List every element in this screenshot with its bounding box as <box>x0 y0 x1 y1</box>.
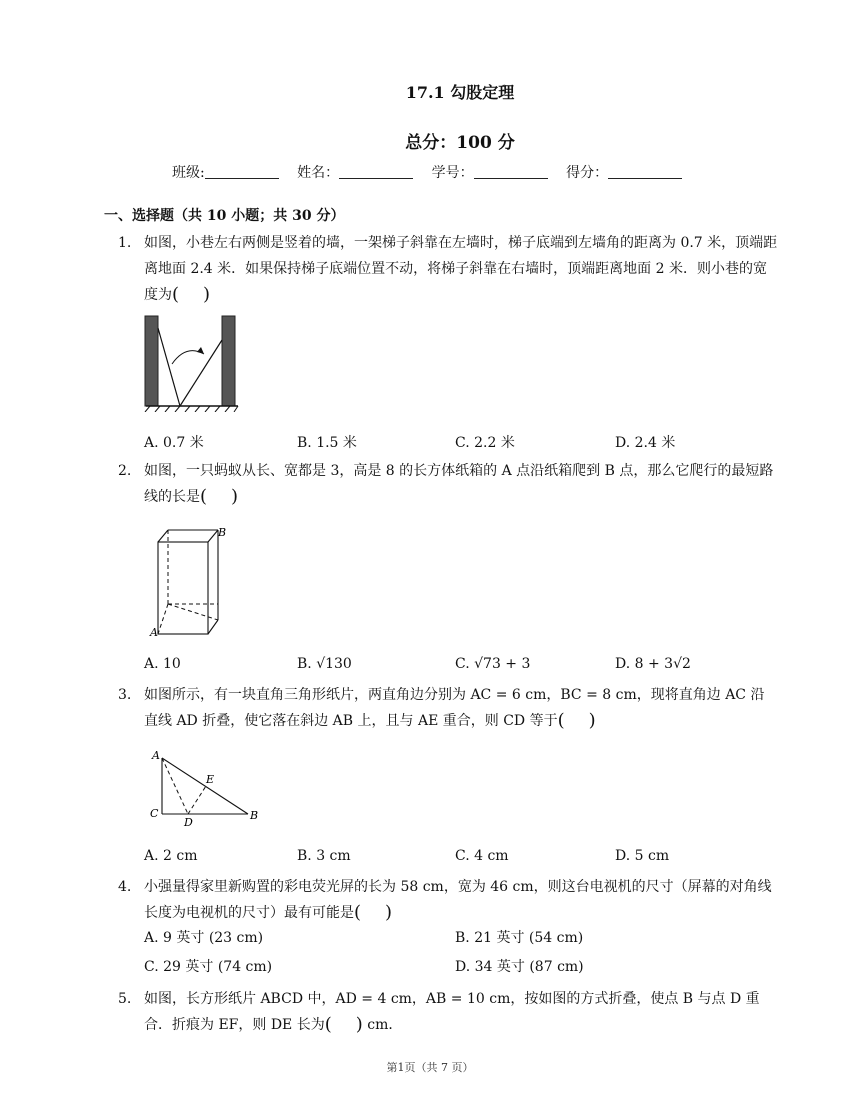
question-5 <box>118 986 778 1038</box>
question-text: 如图，长方形纸片 ABCD 中，AD = 4 cm，AB = 10 cm，按如图的方式折叠，使点 B 与点 D 重合．折痕为 EF，则 DE 长为 <box>144 991 760 1033</box>
question-number: 5. <box>118 991 132 1007</box>
figure-triangle <box>148 748 264 828</box>
point-b-label: B <box>218 526 227 539</box>
question-4 <box>118 874 778 926</box>
point-d-label: D <box>184 816 193 828</box>
student-info-row <box>172 162 696 182</box>
total-score: 总分：100 分 <box>405 133 515 153</box>
right-wall <box>222 316 235 406</box>
question-text: 如图所示，有一块直角三角形纸片，两直角边分别为 AC = 6 cm，BC = 8 cm，现将直角边 AC 沿直线 AD 折叠，使它落在斜边 AB 上，且与 AE 重合，则 CD 等于 <box>144 687 765 729</box>
page-footer: 第1页（共 7 页） <box>386 1061 474 1074</box>
option-c[interactable]: C. √73 + 3 <box>455 656 531 672</box>
rotation-arrow <box>172 351 204 364</box>
answer-unit: cm． <box>367 1017 403 1033</box>
option-b[interactable]: B. 1.5 米 <box>297 435 357 451</box>
point-e-label: E <box>206 773 215 786</box>
answer-paren[interactable]: ( ) <box>200 486 239 507</box>
option-c[interactable]: C. 2.2 米 <box>455 435 515 451</box>
hidden-edges <box>158 530 218 634</box>
option-b[interactable]: B. 3 cm <box>297 848 351 864</box>
answer-paren[interactable]: ( ) <box>172 284 211 305</box>
answer-paren[interactable]: ( ) <box>354 902 393 923</box>
point-c-label: C <box>150 807 159 820</box>
fold-lines <box>162 758 206 814</box>
field-id-blank[interactable] <box>474 164 548 179</box>
question-number: 1. <box>118 235 132 251</box>
question-text: 小强量得家里新购置的彩电荧光屏的长为 58 cm，宽为 46 cm，则这台电视机的尺寸（屏幕的对角线长度为电视机的尺寸）最有可能是 <box>144 879 772 921</box>
option-a[interactable]: A. 9 英寸 (23 cm) <box>144 930 264 946</box>
field-class-label: 班级: <box>172 165 205 181</box>
cuboid-front <box>158 542 208 634</box>
field-name-label: 姓名： <box>297 165 340 181</box>
field-class-blank[interactable] <box>205 164 279 179</box>
left-wall <box>145 316 158 406</box>
option-d[interactable]: D. 8 + 3√2 <box>615 656 691 672</box>
option-d[interactable]: D. 34 英寸 (87 cm) <box>455 959 584 975</box>
figure-cuboid <box>146 522 236 640</box>
point-a-label: A <box>150 626 158 639</box>
figure-alley-ladder <box>142 312 242 412</box>
question-number: 4. <box>118 879 132 895</box>
field-score-label: 得分： <box>566 165 609 181</box>
arrow-head-icon <box>197 347 204 354</box>
ladder-left <box>158 328 180 406</box>
ground-hatch <box>145 406 238 412</box>
option-c[interactable]: C. 29 英寸 (74 cm) <box>144 959 273 975</box>
question-number: 3. <box>118 687 132 703</box>
option-d[interactable]: D. 5 cm <box>615 848 670 864</box>
field-score-blank[interactable] <box>608 164 682 179</box>
answer-paren[interactable]: ( ) <box>557 710 596 731</box>
option-b[interactable]: B. 21 英寸 (54 cm) <box>455 930 584 946</box>
doc-title: 17.1 勾股定理 <box>405 83 515 102</box>
question-text: 如图，小巷左右两侧是竖着的墙，一架梯子斜靠在左墙时，梯子底端到左墙角的距离为 0.7 米，顶端距离地面 2.4 米．如果保持梯子底端位置不动，将梯子斜靠在右墙时，顶端距离地面 2 米．则小巷的宽度为 <box>144 235 778 303</box>
point-b-label: B <box>250 809 259 822</box>
question-3 <box>118 682 778 734</box>
question-1 <box>118 230 778 308</box>
question-number: 2. <box>118 463 132 479</box>
option-b[interactable]: B. √130 <box>297 656 352 672</box>
option-a[interactable]: A. 0.7 米 <box>144 435 204 451</box>
field-id-label: 学号： <box>431 165 474 181</box>
question-text: 如图，一只蚂蚁从长、宽都是 3，高是 8 的长方体纸箱的 A 点沿纸箱爬到 B 点，那么它爬行的最短路线的长是 <box>144 463 774 505</box>
field-name-blank[interactable] <box>339 164 413 179</box>
question-2 <box>118 458 778 510</box>
option-a[interactable]: A. 10 <box>144 656 181 672</box>
point-a-label: A <box>152 749 160 762</box>
section-heading: 一、选择题（共 10 小题；共 30 分） <box>104 208 345 224</box>
answer-paren[interactable]: ( ) <box>324 1014 363 1035</box>
option-c[interactable]: C. 4 cm <box>455 848 509 864</box>
option-a[interactable]: A. 2 cm <box>144 848 198 864</box>
option-d[interactable]: D. 2.4 米 <box>615 435 676 451</box>
